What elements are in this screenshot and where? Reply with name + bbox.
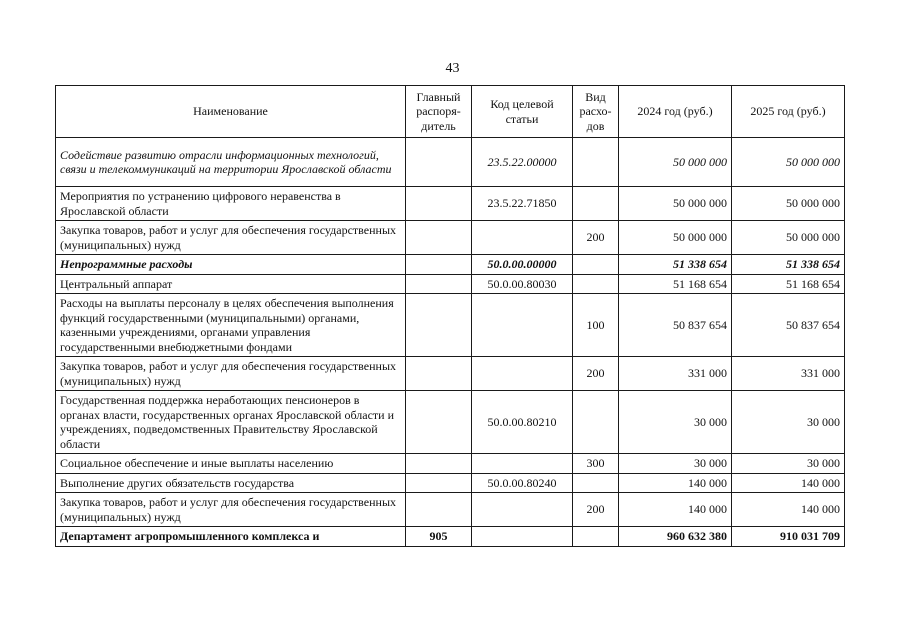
cell-name: Мероприятия по устранению цифрового неравенства в Ярославской области [56, 187, 406, 221]
cell-2025: 50 000 000 [732, 221, 845, 255]
cell-grbs [406, 294, 472, 357]
cell-2025: 910 031 709 [732, 527, 845, 547]
cell-code: 23.5.22.00000 [472, 138, 573, 187]
cell-name: Государственная поддержка неработающих пенсионеров в органах власти, государственных органах Ярославской области и учреждениях, подведомственных Правительству Ярославской области [56, 391, 406, 454]
cell-code: 50.0.00.80030 [472, 274, 573, 294]
cell-grbs [406, 255, 472, 275]
table-row [56, 391, 845, 454]
cell-name: Центральный аппарат [56, 274, 406, 294]
cell-grbs [406, 357, 472, 391]
cell-type [573, 138, 619, 187]
cell-2024: 140 000 [619, 473, 732, 493]
cell-code: 50.0.00.80240 [472, 473, 573, 493]
header-2024: 2024 год (руб.) [619, 86, 732, 138]
table-row [56, 221, 845, 255]
cell-grbs [406, 473, 472, 493]
cell-2025: 50 000 000 [732, 138, 845, 187]
cell-2025: 140 000 [732, 473, 845, 493]
budget-table [55, 85, 845, 547]
cell-name: Социальное обеспечение и иные выплаты населению [56, 454, 406, 474]
cell-name: Выполнение других обязательств государства [56, 473, 406, 493]
cell-name: Закупка товаров, работ и услуг для обеспечения государственных (муниципальных) нужд [56, 221, 406, 255]
cell-2024: 51 338 654 [619, 255, 732, 275]
cell-grbs [406, 274, 472, 294]
page-number: 43 [445, 61, 460, 76]
cell-name: Закупка товаров, работ и услуг для обеспечения государственных (муниципальных) нужд [56, 493, 406, 527]
cell-type: 200 [573, 221, 619, 255]
table-row [56, 187, 845, 221]
table-row [56, 357, 845, 391]
cell-2025: 51 338 654 [732, 255, 845, 275]
cell-code [472, 454, 573, 474]
cell-type [573, 255, 619, 275]
cell-2025: 30 000 [732, 391, 845, 454]
header-grbs: Главный распоря-дитель [406, 86, 472, 138]
table-row [56, 138, 845, 187]
cell-name: Расходы на выплаты персоналу в целях обеспечения выполнения функций государственными (муниципальными) органами, казенными учреждениями, органами управления государственными внебюджетными фондами [56, 294, 406, 357]
header-type: Вид расхо-дов [573, 86, 619, 138]
cell-2025: 331 000 [732, 357, 845, 391]
table-row [56, 294, 845, 357]
cell-2025: 140 000 [732, 493, 845, 527]
cell-type [573, 187, 619, 221]
header-2025: 2025 год (руб.) [732, 86, 845, 138]
cell-grbs [406, 493, 472, 527]
cell-2025: 50 000 000 [732, 187, 845, 221]
cell-type: 300 [573, 454, 619, 474]
cell-grbs [406, 221, 472, 255]
cell-code: 50.0.00.80210 [472, 391, 573, 454]
cell-2024: 30 000 [619, 454, 732, 474]
cell-2024: 50 000 000 [619, 221, 732, 255]
table-row [56, 473, 845, 493]
cell-code [472, 294, 573, 357]
cell-name: Непрограммные расходы [56, 255, 406, 275]
table-row [56, 527, 845, 547]
cell-code: 23.5.22.71850 [472, 187, 573, 221]
cell-code [472, 527, 573, 547]
cell-2024: 140 000 [619, 493, 732, 527]
cell-2024: 30 000 [619, 391, 732, 454]
cell-grbs [406, 454, 472, 474]
table-row [56, 255, 845, 275]
cell-2025: 50 837 654 [732, 294, 845, 357]
cell-name: Содействие развитию отрасли информационных технологий, связи и телекоммуникаций на территории Ярославской области [56, 138, 406, 187]
cell-code [472, 221, 573, 255]
cell-type [573, 473, 619, 493]
cell-code: 50.0.00.00000 [472, 255, 573, 275]
cell-2025: 30 000 [732, 454, 845, 474]
cell-code [472, 357, 573, 391]
cell-name: Департамент агропромышленного комплекса и [56, 527, 406, 547]
cell-2024: 960 632 380 [619, 527, 732, 547]
table-row [56, 274, 845, 294]
cell-type [573, 274, 619, 294]
cell-2025: 51 168 654 [732, 274, 845, 294]
cell-name: Закупка товаров, работ и услуг для обеспечения государственных (муниципальных) нужд [56, 357, 406, 391]
cell-grbs: 905 [406, 527, 472, 547]
cell-type [573, 391, 619, 454]
table-row [56, 493, 845, 527]
cell-type: 100 [573, 294, 619, 357]
table-row [56, 454, 845, 474]
cell-grbs [406, 138, 472, 187]
cell-type [573, 527, 619, 547]
header-code: Код целевой статьи [472, 86, 573, 138]
table-header-row [56, 86, 845, 138]
cell-code [472, 493, 573, 527]
cell-type: 200 [573, 493, 619, 527]
cell-2024: 50 000 000 [619, 138, 732, 187]
cell-2024: 51 168 654 [619, 274, 732, 294]
cell-2024: 50 837 654 [619, 294, 732, 357]
cell-grbs [406, 187, 472, 221]
cell-type: 200 [573, 357, 619, 391]
header-name: Наименование [56, 86, 406, 138]
cell-grbs [406, 391, 472, 454]
cell-2024: 331 000 [619, 357, 732, 391]
cell-2024: 50 000 000 [619, 187, 732, 221]
